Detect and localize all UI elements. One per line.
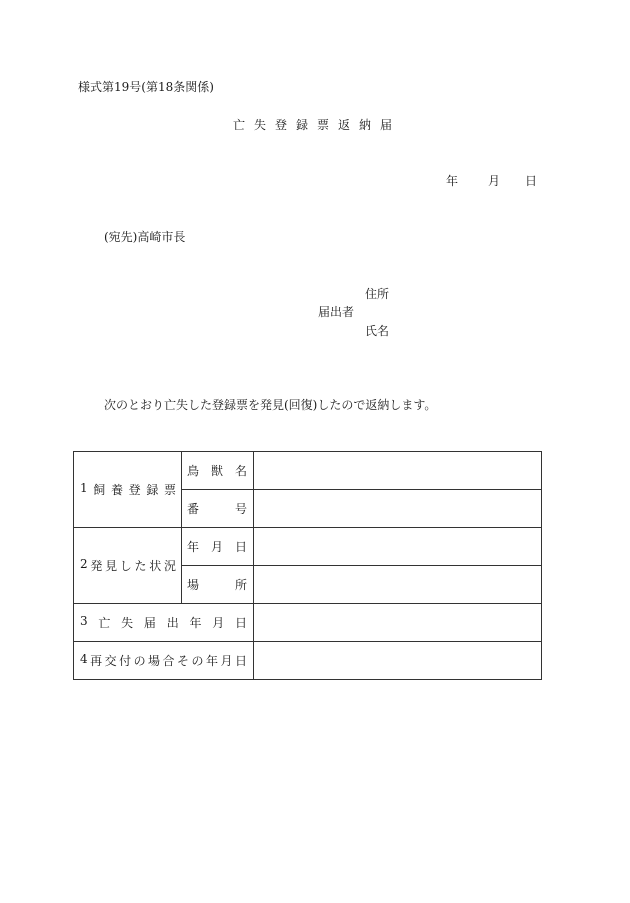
row2-category-cell (74, 528, 182, 604)
loss-report-date-field[interactable] (254, 604, 542, 642)
date-year-label: 年 (446, 174, 459, 188)
date-day-label: 日 (525, 174, 538, 188)
addressee: (宛先)高崎市長 (104, 230, 186, 244)
loss-report-date-label: 3 亡 失 届 出 年 月 日 (80, 614, 247, 630)
date-line (446, 175, 537, 187)
row4-label-cell (74, 642, 254, 680)
reissue-date-label: 4 再 交 付 の 場 合 そ の 年 月 日 (80, 652, 247, 668)
document-title: 亡失登録票返納届 (232, 118, 401, 132)
row1-sub2-cell (182, 490, 254, 528)
row1-sub1-cell (182, 452, 254, 490)
reissue-date-field[interactable] (254, 642, 542, 680)
found-place-field[interactable] (254, 566, 542, 604)
row1-category-cell (74, 452, 182, 528)
found-date-label: 年 月 日 (187, 540, 247, 554)
form-table (73, 451, 542, 680)
number-label: 番 号 (187, 502, 247, 516)
address-label: 住所 (365, 287, 390, 301)
row2-sub2-cell (182, 566, 254, 604)
table-row (74, 452, 542, 490)
statement-text: 次のとおり亡失した登録票を発見(回復)したので返納します。 (104, 398, 437, 412)
found-place-label: 場 所 (187, 578, 247, 592)
row2-category-label: 2 発 見 し た 状 況 (80, 557, 176, 573)
table-row (74, 528, 542, 566)
found-date-field[interactable] (254, 528, 542, 566)
row3-label-cell (74, 604, 254, 642)
animal-name-label: 鳥 獣 名 (187, 464, 247, 478)
row2-sub1-cell (182, 528, 254, 566)
number-field[interactable] (254, 490, 542, 528)
date-month-label: 月 (488, 174, 501, 188)
animal-name-field[interactable] (254, 452, 542, 490)
form-number: 様式第19号(第18条関係) (78, 80, 214, 94)
table-row (74, 604, 542, 642)
notifier-label: 届出者 (318, 305, 355, 319)
name-label: 氏名 (365, 324, 390, 338)
table-row (74, 642, 542, 680)
row1-category-label: 1 飼 養 登 録 票 (80, 481, 176, 497)
